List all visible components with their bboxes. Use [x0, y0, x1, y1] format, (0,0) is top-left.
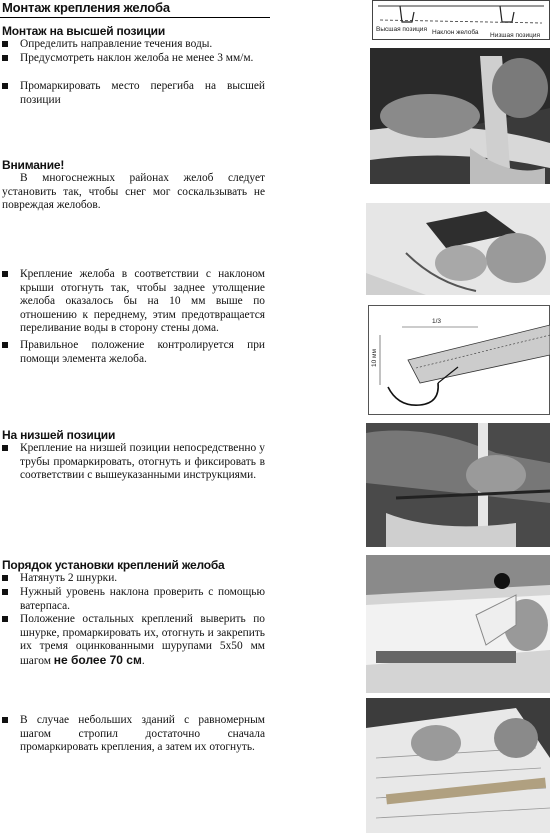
title-divider [0, 17, 270, 18]
list-item: Крепление желоба в соответствии с наклоном крыши отогнуть так, чтобы заднее утолщение желоба оказалось бы на 10 мм выше по отношению к переднему, этим предотвращается переливание воды в сторону стены дома. [0, 268, 265, 336]
photo-level-check [366, 555, 550, 693]
bullet-icon [2, 616, 8, 622]
bullet-icon [2, 55, 8, 61]
label-10mm: 10 мм [371, 349, 378, 367]
bullet-icon [2, 41, 8, 47]
label-ratio: 1/3 [432, 318, 442, 325]
bullet-icon [2, 717, 8, 723]
attention-text: В многоснежных районах желоб следует установить так, чтобы снег мог соскальзывать не повреждая желобов. [2, 172, 265, 211]
bullet-icon [2, 575, 8, 581]
list-item: Правильное положение контролируется при помощи элемента желоба. [0, 339, 265, 366]
attention-heading: Внимание! [2, 158, 65, 172]
list-item: Натянуть 2 шнурки. [0, 572, 265, 586]
page-title: Монтаж крепления желоба [2, 0, 170, 15]
bullet-icon [2, 271, 8, 277]
list-item: Предусмотреть наклон желоба не менее 3 мм/м. [0, 52, 265, 66]
photo-low-position [366, 423, 550, 547]
bullet-icon [2, 589, 8, 595]
label-low-position: Низшая позиция [490, 32, 541, 39]
label-high-position: Высшая позиция [376, 26, 427, 33]
list-item: Промаркировать место перегиба на высшей позиции [0, 80, 265, 107]
list-item: Крепление на низшей позиции непосредственно у трубы промаркировать, отогнуть и фиксировать в соответствии с вышеуказанными инструкциями. [0, 442, 265, 483]
list-item: В случае небольших зданий с равномерным шагом стропил достаточно сначала промаркировать крепления, а затем их отогнуть. [0, 714, 265, 755]
bold-spacing: не более 70 см [53, 652, 142, 667]
bullet-icon [2, 445, 8, 451]
list-item: Определить направление течения воды. [0, 38, 265, 52]
label-slope: Наклон желоба [432, 29, 479, 36]
list-item: Нужный уровень наклона проверить с помощью ватерпаса. [0, 586, 265, 613]
photo-marking-rafters [366, 698, 550, 833]
list-item: Положение остальных креплений выверить по шнурке, промаркировать их, отогнуть и закрепить их тремя оцинкованными шурупами 5х50 мм шагом не более 70 см. [0, 613, 265, 668]
section-heading-low: На низшей позиции [2, 428, 116, 442]
gutter-slope-diagram [372, 0, 550, 40]
bullet-icon [2, 83, 8, 89]
bullet-icon [2, 342, 8, 348]
bracket-angle-diagram [368, 305, 550, 415]
section-heading-high: Монтаж на высшей позиции [2, 24, 166, 38]
photo-bending-bracket [366, 203, 550, 295]
photo-marking-bracket [370, 48, 550, 184]
section-heading-order: Порядок установки креплений желоба [2, 558, 225, 572]
